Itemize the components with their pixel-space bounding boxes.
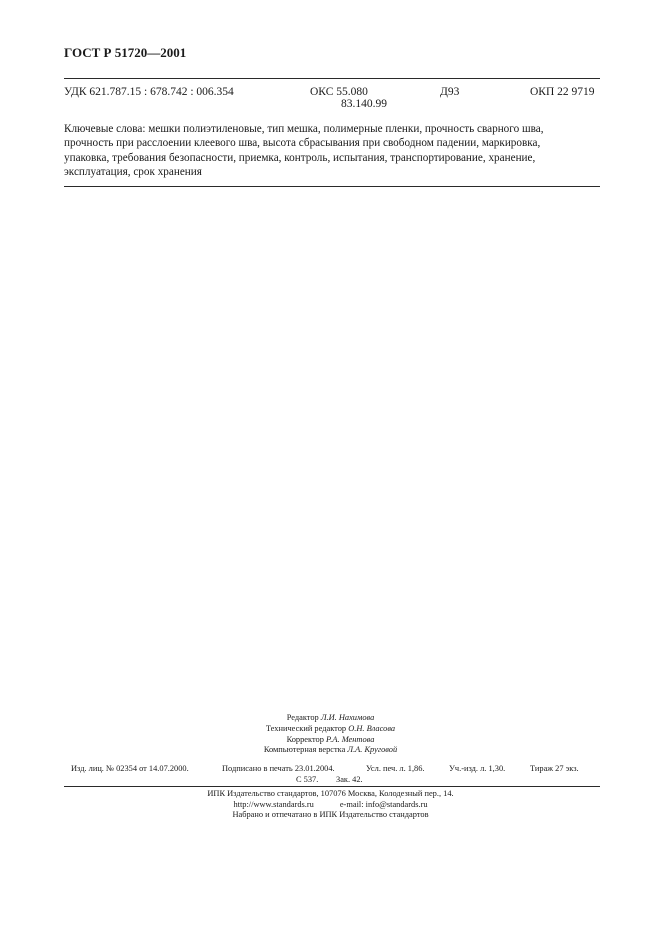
oks-code-primary: ОКС 55.080 — [310, 86, 368, 98]
okp-code: ОКП 22 9719 — [530, 86, 595, 98]
credit-editor: Редактор Л.И. Нахимова — [286, 713, 375, 722]
credit-tech-editor: Технический редактор О.Н. Власова — [265, 723, 396, 733]
publication-signed: Подписано в печать 23.01.2004. — [222, 764, 335, 773]
keywords-line: прочность при расслоении клеевого шва, высота сбрасывания при свободном падении, маркировка, — [64, 137, 541, 150]
keywords-divider — [64, 186, 600, 187]
keywords-line: эксплуатация, срок хранения — [64, 166, 202, 179]
publisher-contacts — [0, 800, 661, 811]
editorial-credits — [0, 713, 661, 756]
publication-circulation: Тираж 27 экз. — [530, 764, 579, 773]
publication-print-sheets: Усл. печ. л. 1,86. — [366, 764, 425, 773]
keywords-paragraph — [64, 122, 600, 180]
publication-order: Зак. 42. — [336, 775, 363, 784]
publisher-email-link[interactable]: e-mail: info@standards.ru — [339, 799, 428, 809]
keywords-line: упаковка, требования безопасности, приемка, контроль, испытания, транспортирование, хранение, — [64, 151, 536, 164]
publication-pub-sheets: Уч.-изд. л. 1,30. — [449, 764, 506, 773]
udk-code: УДК 621.787.15 : 678.742 : 006.354 — [64, 86, 234, 98]
group-code: Д93 — [440, 86, 460, 98]
oks-code-secondary: 83.140.99 — [341, 98, 387, 110]
printed-note: Набрано и отпечатано в ИПК Издательство стандартов — [232, 810, 429, 820]
top-divider — [64, 78, 600, 79]
publisher-footer — [0, 789, 661, 821]
publisher-website-link[interactable]: http://www.standards.ru — [233, 799, 314, 809]
publication-license: Изд. лиц. № 02354 от 14.07.2000. — [71, 764, 189, 773]
publisher-address: ИПК Издательство стандартов, 107076 Москва, Колодезный пер., 14. — [207, 789, 454, 798]
credit-layout: Компьютерная верстка Л.А. Круговой — [263, 745, 398, 755]
publication-pages: С 537. — [296, 775, 319, 784]
footer-divider — [64, 786, 600, 787]
credit-proofreader: Корректор Р.А. Ментова — [286, 734, 375, 744]
document-header-title: ГОСТ Р 51720—2001 — [64, 45, 187, 60]
keywords-line: Ключевые слова: мешки полиэтиленовые, тип мешка, полимерные пленки, прочность сварного шва, — [64, 123, 544, 135]
